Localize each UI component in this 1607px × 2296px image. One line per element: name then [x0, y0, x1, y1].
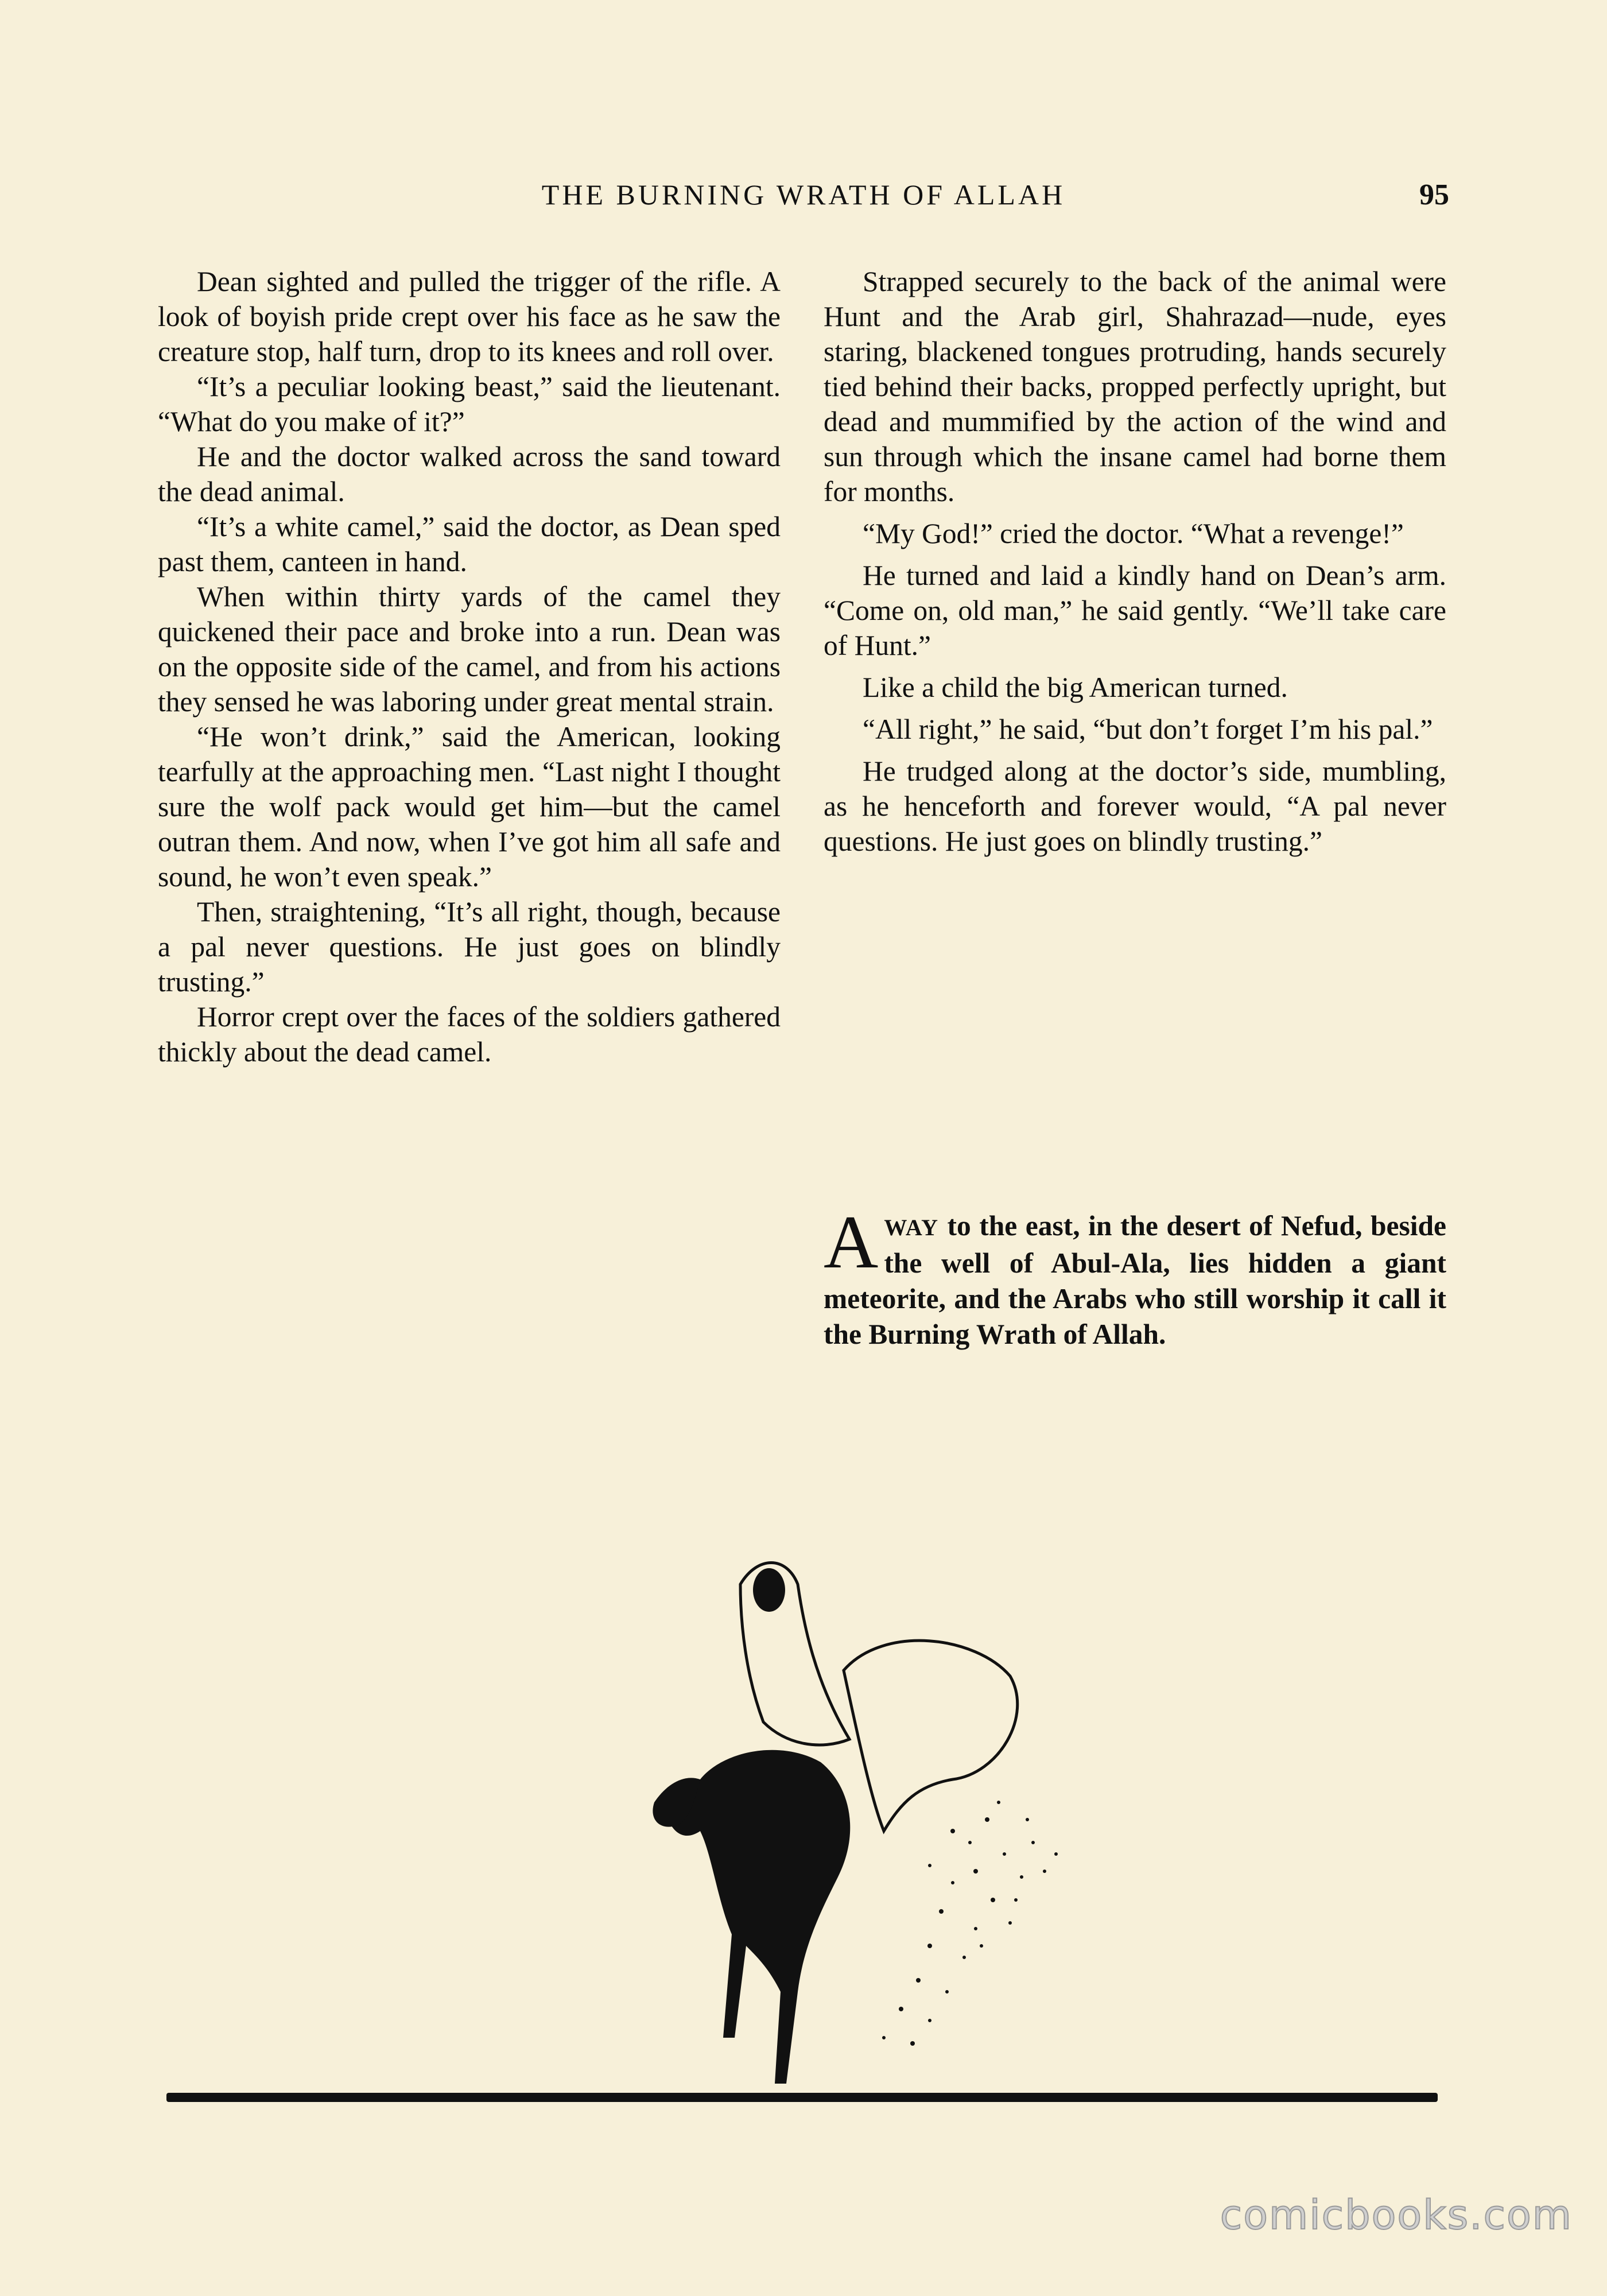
closing-text: to the east, in the desert of Nefud, beside the well of Abul-Ala, lies hidden a giant meteorite, and the Arabs who still worship it call it the Burning Wrath of Allah. — [824, 1210, 1446, 1350]
horizontal-rule — [166, 2093, 1438, 2102]
drop-cap: A — [824, 1200, 879, 1284]
cloak-shape — [844, 1640, 1018, 1831]
paragraph: “It’s a peculiar looking beast,” said the lieutenant. “What do you make of it?” — [158, 371, 781, 437]
paragraph: He trudged along at the doctor’s side, mumbling, as he henceforth and forever would, “A pal never questions. He just goes on blindly trusting.” — [824, 755, 1446, 857]
page-title: THE BURNING WRATH OF ALLAH — [541, 179, 1066, 211]
small-caps-lead: WAY — [884, 1215, 939, 1240]
paragraph: When within thirty yards of the camel they quickened their pace and broke into a run. Dean was on the opposite side of the camel, and from his actions they sensed he was laboring under great mental strain. — [158, 581, 781, 718]
watermark: comicbooks.com — [1220, 2192, 1573, 2239]
paragraph: He and the doctor walked across the sand toward the dead animal. — [158, 441, 781, 507]
camel-rider-illustration — [631, 1533, 1102, 2107]
paragraph: Horror crept over the faces of the soldiers gathered thickly about the dead camel. — [158, 1001, 781, 1068]
left-column — [158, 264, 781, 1069]
paragraph: “All right,” he said, “but don’t forget I’m his pal.” — [863, 713, 1433, 745]
paragraph: Dean sighted and pulled the trigger of the rifle. A look of boyish pride crept over his face as he saw the creature stop, half turn, drop to its knees and roll over. — [158, 266, 781, 367]
paragraph: Strapped securely to the back of the animal were Hunt and the Arab girl, Shahrazad—nude, eyes staring, blackened tongues protruding, hands securely tied behind their backs, propped perfectly upright, but dead and mummified by the action of the wind and sun through which the insane camel had borne them for months. — [824, 266, 1446, 507]
paragraph: Like a child the big American turned. — [863, 672, 1288, 703]
paragraph: “It’s a white camel,” said the doctor, as Dean sped past them, canteen in hand. — [158, 511, 781, 577]
closing-paragraph — [824, 1200, 1446, 1352]
running-header — [158, 178, 1449, 224]
paragraph: He turned and laid a kindly hand on Dean’s arm. “Come on, old man,” he said gently. “We’ll take care of Hunt.” — [824, 560, 1446, 661]
paragraph: Then, straightening, “It’s all right, though, because a pal never questions. He just goes on blindly trusting.” — [158, 896, 781, 998]
page-number: 95 — [1419, 179, 1449, 211]
rider-face — [753, 1568, 785, 1612]
right-column — [824, 264, 1446, 866]
paragraph: “My God!” cried the doctor. “What a revenge!” — [863, 518, 1404, 549]
dust-stipple — [882, 1801, 1058, 2046]
paragraph: “He won’t drink,” said the American, looking tearfully at the approaching men. “Last night I thought sure the wolf pack would get him—but the camel outran them. And now, when I’ve got him all safe and sound, he won’t even speak.” — [158, 721, 781, 893]
